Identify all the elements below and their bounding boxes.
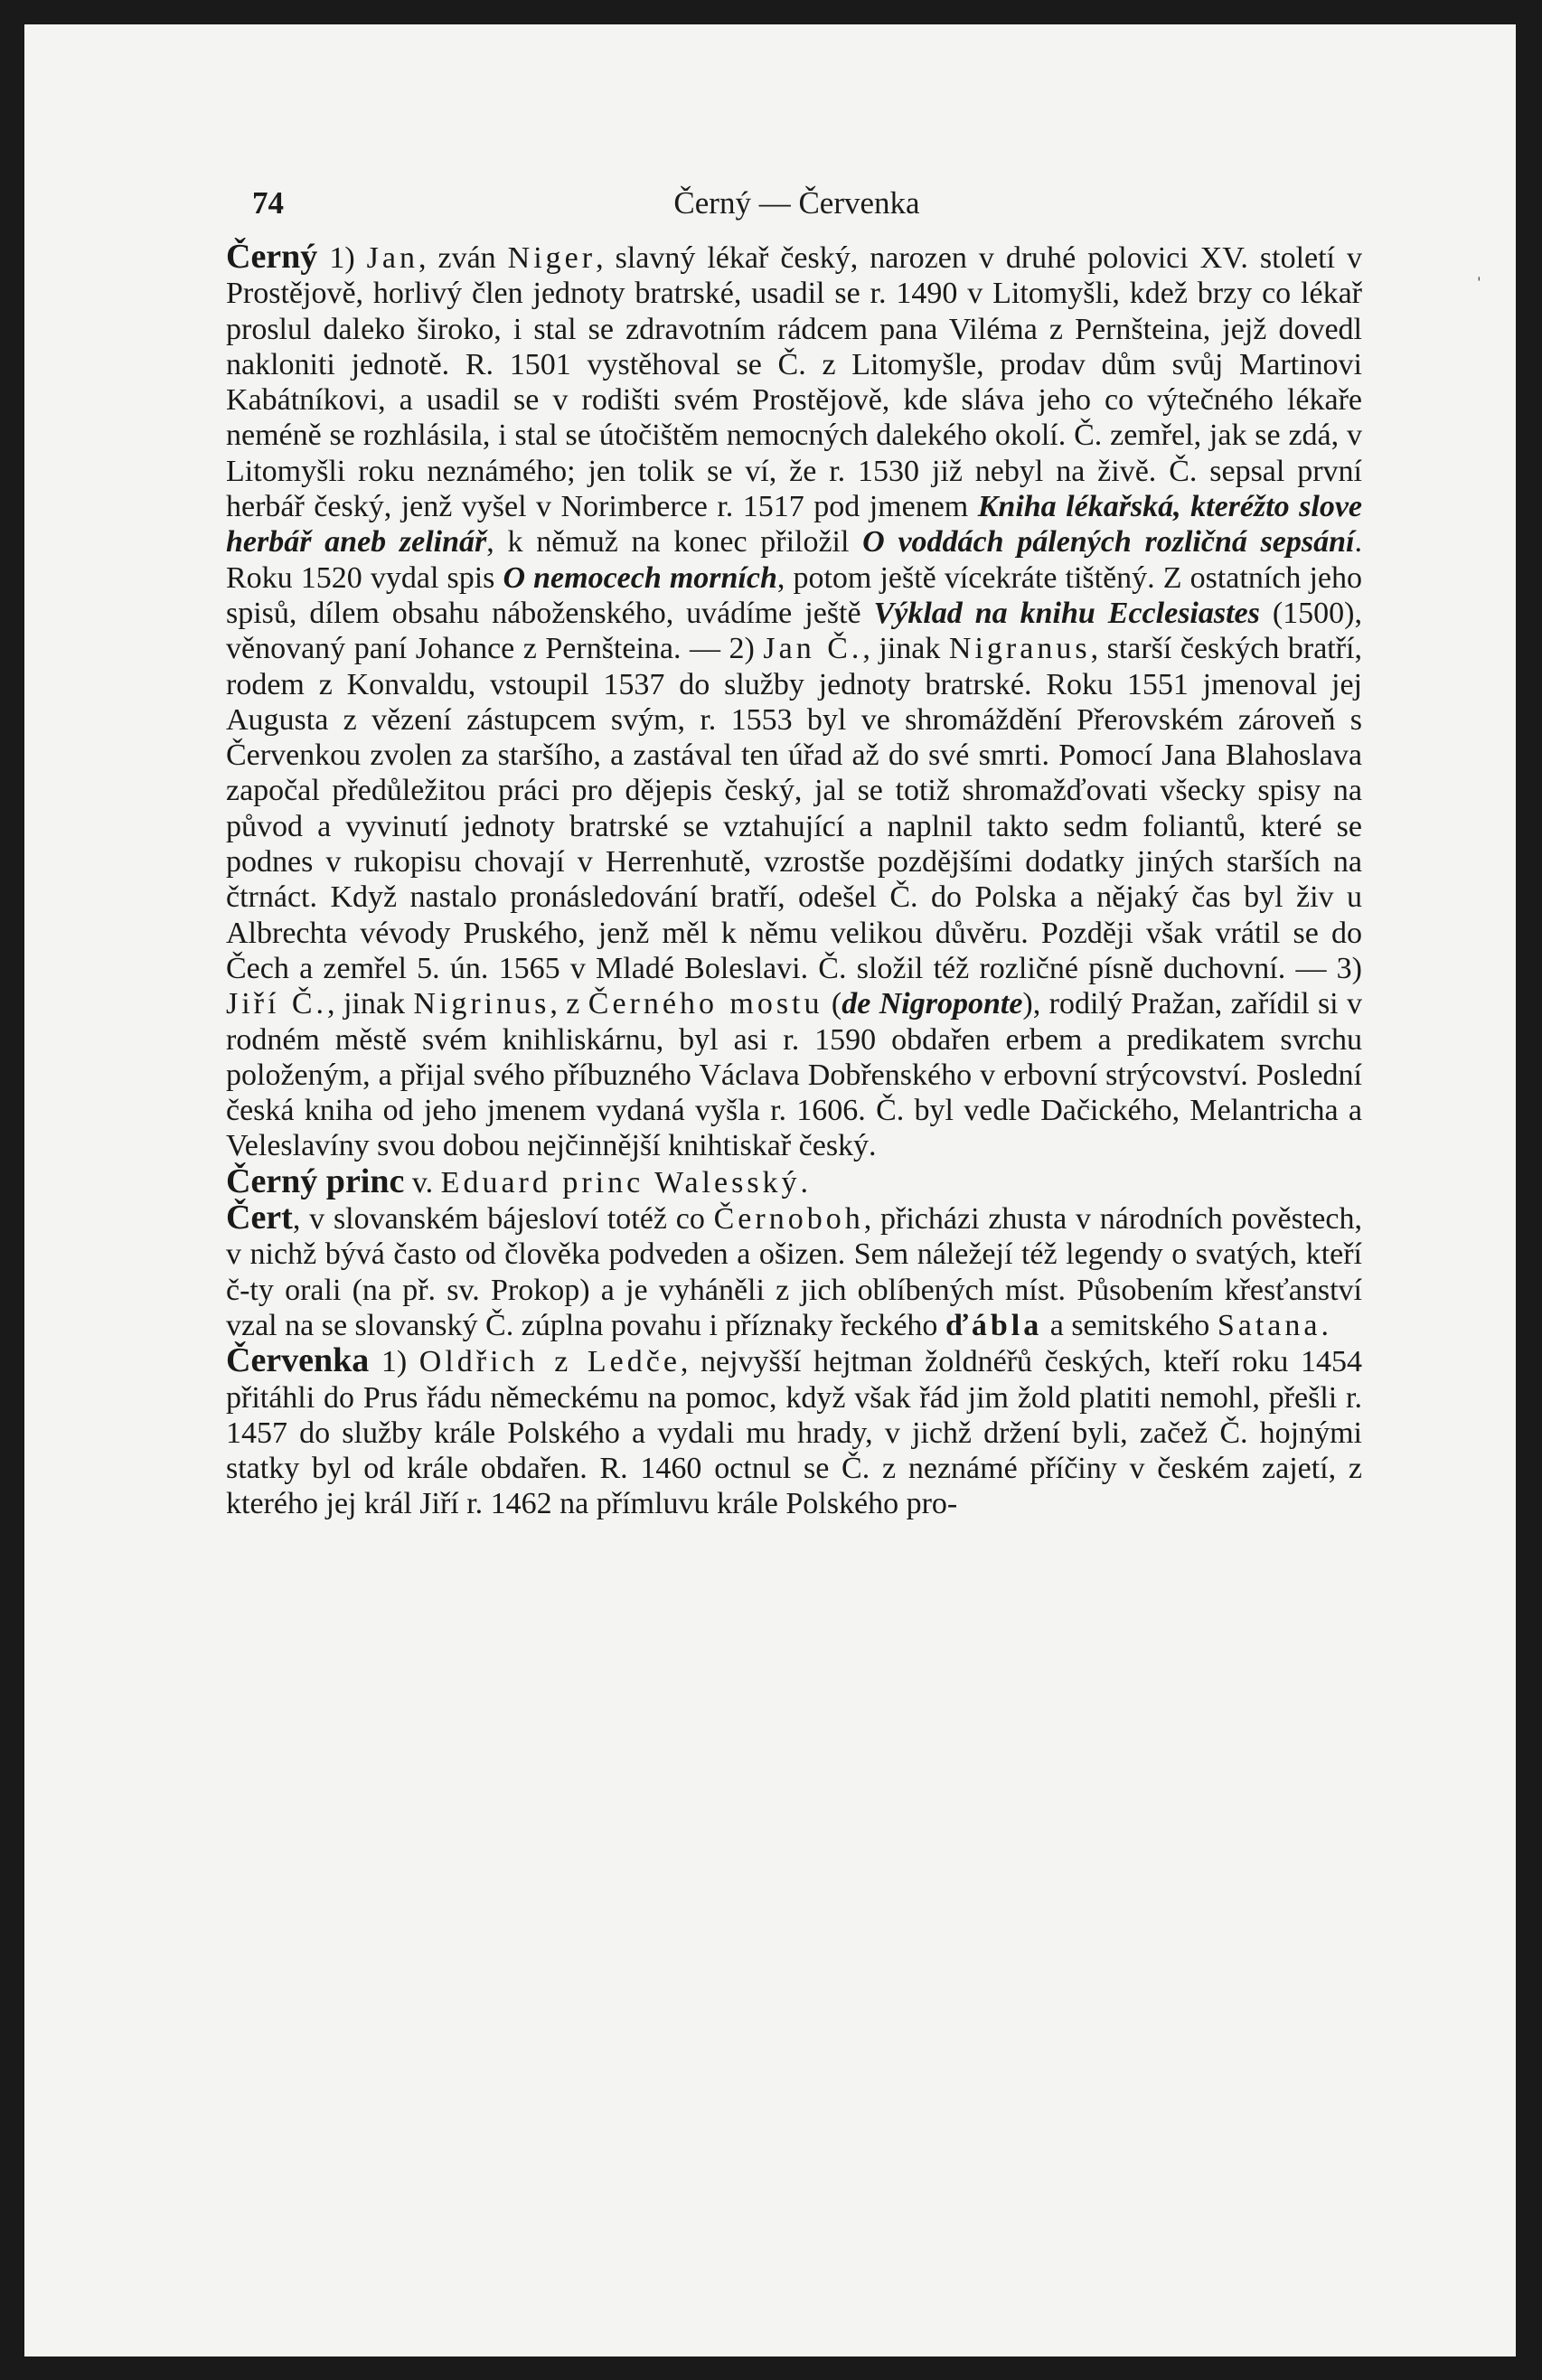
entry-cervenka [226,1343,1362,1521]
entry-text: , starší českých bratří, rodem z Konvaldu, vstoupil 1537 do služby jednoty bratrské. Roku 1551 jmenoval jej Augusta z vězení zástupcem svým, r. 1553 byl ve shromáždění Přerovském zároveň s Červenkou zvolen za staršího, a zastával ten úřad až do své smrti. Pomocí Jana Blahoslava započal předůležitou práci pro dějepis český, jal se totiž shromažďovati všecky spisy na původ a vyvinutí jednoty bratrské se vztahující a naplnil takto sedm foliantů, které se podnes v rukopisu chovají v Herrenhutě, vzrostše pozdějšími dodatky jiných starších na čtrnáct. Když nastalo pronásledování bratří, odešel Č. do Polska a nějaký čas byl živ u Albrechta vévody Pruského, jenž měl k němu velikou důvěru. Později však vrátil se do Čech a zemřel 5. ún. 1565 v Mladé Boleslavi. Č. složil též rozličné písně duchovní. — 3) [226,632,1363,985]
entry-cerny-princ [226,1164,1362,1200]
spaced-name: Jan Č. [763,632,863,666]
entry-cerny [226,240,1362,1164]
book-title: de Nigroponte [842,987,1023,1021]
running-title: Černý — Červenka [673,185,920,221]
book-title: O nemocech morních [503,560,777,595]
entry-text: (1500), věnovaný paní Johance z Pernšteina. — 2) [226,596,1363,666]
page-header [252,185,1341,230]
entry-text: 1) [369,1345,419,1379]
entry-text: , přicházi zhusta v národních pověstech, v nichž bývá často od člověka podveden a ošizen. Sem náležejí též legendy o svatých, kteří č-ty orali (na př. sv. Prokop) a je vyháněli z jich oblíbených míst. Působením křesťanství vzal na se slovanský Č. zúplna povahu i příznaky řeckého [226,1202,1362,1342]
entry-text: . [1321,1308,1329,1342]
entry-text: a semitského [1042,1308,1218,1342]
spaced-name: Jiří Č. [226,987,328,1021]
entry-text: , k němuž na konec přiložil [486,525,863,560]
spaced-name: Niger [507,241,597,275]
book-title: O voddách pálených rozličná sepsání [862,525,1355,560]
headword: Červenka [226,1341,370,1380]
book-title: Výklad na knihu Ecclesiastes [873,596,1260,630]
spaced-name: Nigrinus [413,987,550,1021]
spaced-name: Satana [1217,1308,1321,1342]
spaced-name: Oldřich z Ledče [418,1345,681,1379]
headword: Čert [226,1199,293,1237]
entry-text: 1) [329,241,367,275]
entry-text: , potom ještě vícekráte tištěný. Z ostatních jeho spisů, dílem obsahu náboženského, uvádíme ještě [226,560,1363,630]
page-number: 74 [252,185,284,221]
headword: Černý princ [226,1162,405,1200]
spaced-name: Eduard princ Walesský. [440,1165,813,1199]
spaced-name: ďábla [945,1308,1043,1342]
spaced-name: Černého mostu [588,987,823,1021]
spaced-name: Jan [366,241,418,275]
entry-text: , v slovanském bájesloví totéž co [292,1202,714,1237]
entry-text: , jinak [862,632,949,666]
entry-text: . Roku 1520 vydal spis [226,525,1362,595]
margin-speck: ˌ [1475,255,1483,281]
entry-text: , nejvyšší hejtman žoldnéřů českých, kteří roku 1454 přitáhli do Prus řádu německému na pomoc, když však řád jim žold platiti nemohl, přešli r. 1457 do služby krále Polského a vydali mu hrady, v jichž držení byli, začež Č. hojnými statky byl od krále obdařen. R. 1460 octnul se Č. z neznámé příčiny v českém zajetí, z kterého jej král Jiří r. 1462 na přímluvu krále Polského pro- [226,1345,1362,1521]
spaced-name: Nigranus [948,632,1091,666]
entry-text: , jinak [327,987,414,1021]
encyclopedia-text [226,240,1362,1522]
entry-text: v. [404,1165,441,1199]
entry-text: , zván [418,241,508,275]
entry-text: ( [823,987,842,1021]
entry-text: ), rodilý Pražan, zařídil si v rodném městě svém knihliskárnu, byl asi r. 1590 obdařen erbem a predikatem svrchu položeným, a přijal svého příbuzného Václava Dobřenského v erbovní strýcovství. Poslední česká kniha od jeho jmenem vydaná vyšla r. 1606. Č. byl vedle Dačického, Melantricha a Veleslavíny svou dobou nejčinnější knihtiskař český. [226,987,1363,1163]
book-title: Kniha lékařská, kteréžto slove herbář aneb zelinář [226,490,1363,560]
spaced-name: Černoboh [713,1202,864,1237]
entry-cert [226,1200,1362,1343]
headword: Černý [226,238,318,276]
entry-text: , z [550,987,588,1021]
entry-text: , slavný lékař český, narozen v druhé polovici XV. století v Prostějově, horlivý člen jednoty bratrské, usadil se r. 1490 v Litomyšli, kdež brzy co lékař proslul daleko široko, i stal se zdravotním rádcem pana Viléma z Pernšteina, jejž dovedl nakloniti jednotě. R. 1501 vystěhoval se Č. z Litomyšle, prodav dům svůj Martinovi Kabátníkovi, a usadil se v rodišti svém Prostějově, kde sláva jeho co výtečného lékaře neméně se rozhlásila, i stal se útočištěm nemocných dalekého okolí. Č. zemřel, jak se zdá, v Litomyšli roku neznámého; jen tolik se ví, že r. 1530 již nebyl na živě. Č. sepsal první herbář český, jenž vyšel v Norimberce r. 1517 pod jmenem [226,241,1363,524]
